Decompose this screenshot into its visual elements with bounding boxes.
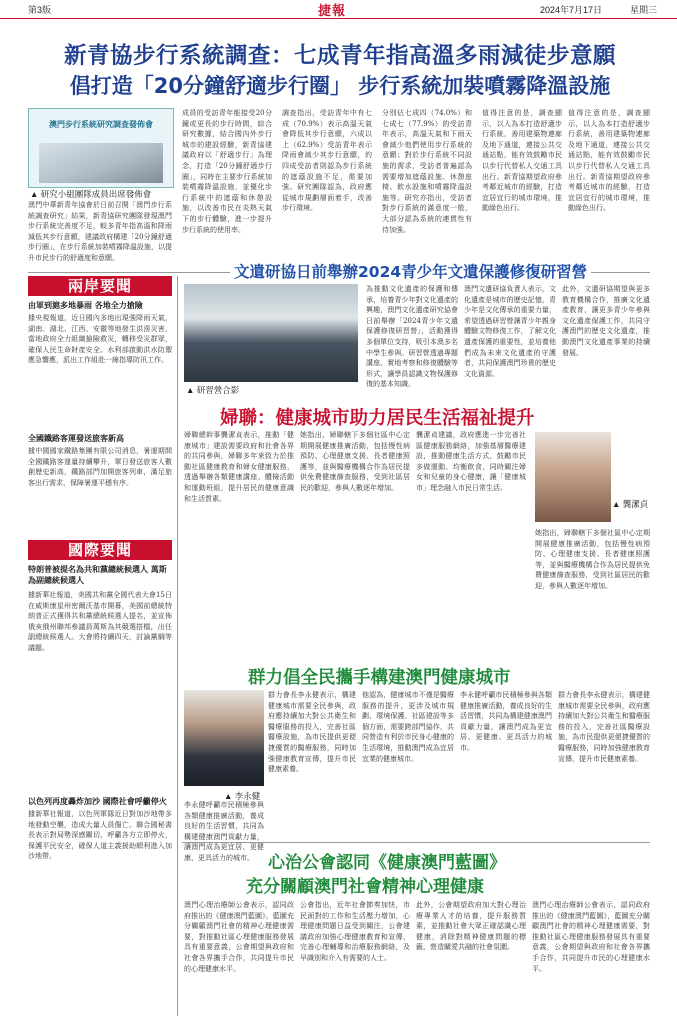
column-divider bbox=[177, 276, 178, 1016]
story1-column-3: 調查指出，受訪青年中有七成（70.9%）表示高溫天氣會降低其步行意願，六成以上（62.9%）受訪青年表示降雨會減少其步行意願，約四成受訪者則認為步行系統的遮蔭設施不足，需要加強。研究團隊認為，政府應從城市規劃層面着手，改善步行環境。 bbox=[282, 109, 372, 213]
story1-column-5: 值得注意的是，調查顯示，以人為本打造舒適步行系統，善用建築物連廊及地下通道，連接公共交通站點，能有效鼓勵市民以步行代替私人交通工具出行。新青協期望政府參考鄰近城市的經驗，打造宜居宜行的城市環境，推動綠色出行。 bbox=[482, 109, 562, 213]
poster-title: 澳門步行系統研究調查發佈會 bbox=[49, 120, 153, 129]
gong-jiezhen-portrait bbox=[535, 432, 611, 522]
story2-title: 文遺研協日前舉辦2024青少年文遺保護修復研習營 bbox=[230, 260, 591, 282]
story1-column-4: 分別佔七成四（74.0%）和七成七（77.9%）的受訪青年表示，高溫天氣和下雨天會減少他們使用步行系統的意願；對於步行系統不同設施的需求，受訪者普遍認為需要增加遮蔭設施、休憩座椅、飲水設施和噴霧降溫設施等。研究亦指出，受訪者對步行系統的滿意度一般，大部分認為系統的連貫性有待加強。 bbox=[382, 109, 472, 234]
page-header bbox=[0, 0, 677, 19]
sidebar-subhead-2: 全國鐵路客運發送旅客新高 bbox=[28, 434, 124, 443]
section-cross-strait-news: 兩岸要聞 bbox=[28, 276, 172, 296]
story1-column-2: 成員的受訪青年能接受20分鐘或更長的步行時間，綜合研究數據，結合國內外步行城市的建設經驗，新青協建議政府以「舒適步行」為理念，打造「20分鐘舒適步行圈」，同時在主要步行系統加裝噴霧降溫設施，並優化步行系統中的遮蔭和休憩設施，以改善市民在炎熱天氣下的步行體驗，進一步提升步行系統的使用率。 bbox=[182, 109, 272, 234]
story4-column-1: 群力會長李永健表示，構建健康城市需要全民參與，政府應持續加大對公共衛生和醫療服務的投入，完善社區醫療設施，為市民提供更便捷優質的醫療服務，同時加強健康教育宣傳，提升市民健康素養。 bbox=[268, 691, 356, 774]
sidebar-text-3: 據新華社報道，美國共和黨全國代表大會15日在威斯康星州密爾沃基市開幕，美國前總統特朗普正式獲得共和黨總統候選人提名，並宣佈俄亥俄州聯邦參議員萬斯為其競選搭檔，出任副總統候選人。大會將持續四天，討論黨綱等議題。 bbox=[28, 591, 172, 652]
sidebar-text-2: 據中國國家鐵路集團有限公司消息，暑運期間全國鐵路客運量持續攀升，單日發送旅客人數創歷史新高，鐵路部門加開旅客列車，滿足旅客出行需求，保障暑運平穩有序。 bbox=[28, 447, 172, 487]
story1-column-1: 澳門中華新青年協會於日前召開「澳門步行系統調查研究」結果，新青協研究團隊發現澳門步行系統完善度不足，較多青年指高溫和降雨減低其步行意願，建議政府構建「20分鐘舒適步行圈」，在步行系統加裝噴霧降溫設施，以提升市民步行的舒適度和意願。 bbox=[28, 201, 172, 262]
speakers-figure bbox=[39, 143, 163, 183]
story2-column-3: 此外，文遺研協期望與更多教育機構合作，推廣文化遺產教育，讓更多青少年參與文化遺產保護工作，共同守護澳門的歷史文化遺產，推動澳門文化遺產事業的持續發展。 bbox=[562, 285, 650, 357]
story5-column-2: 公會指出，近年社會節奏加快，市民面對的工作和生活壓力增加，心理健康問題日益受到關注，公會建議政府加強心理健康教育和宣傳，完善心理輔導和治療服務網絡，及早識別和介入有需要的人士。 bbox=[300, 901, 410, 962]
sidebar-text-1: 據央視報道，近日國內多地出現強降雨天氣，湖南、湖北、江西、安徽等地發生洪澇災害，當地政府全力組織搶險救災，轉移受災群眾，確保人民生命財產安全。水利部啟動洪水防禦應急響應，派出工作組赴一線指導防汛工作。 bbox=[28, 314, 172, 365]
page-number: 第3版 bbox=[28, 5, 52, 15]
story4-column-2: 他認為，健康城市不僅是醫療服務的提升，更涉及城市規劃、環境保護、社區建設等多個方面，需要跨部門協作，共同營造有利於市民身心健康的生活環境，推動澳門成為宜居宜業的健康城市。 bbox=[362, 691, 454, 763]
story5-column-3: 此外，公會期望政府加大對心理治療專業人才的培養，提升服務質素，並推動社會大眾正確認識心理健康，消除對精神健康問題的標籤，營造關愛共融的社會氛圍。 bbox=[416, 901, 526, 952]
sidebar-subhead-3: 特朗普被提名為共和黨總統候選人 萬斯為副總統候選人 bbox=[28, 565, 167, 585]
story4-column-4: 群力會長李永健表示，構建健康城市需要全民參與，政府應持續加大對公共衛生和醫療服務的投入，完善社區醫療設施，為市民提供更便捷優質的醫療服務，同時加強健康教育宣傳，提升市民健康素養。 bbox=[558, 691, 650, 763]
press-conference-photo bbox=[28, 108, 174, 188]
photo-caption: ▲ 研究小組團隊成員出席發佈會 bbox=[30, 189, 152, 199]
sidebar-text-4: 據新華社報道，以色列軍隊近日對加沙地帶多地發動空襲，造成大量人員傷亡。聯合國秘書長表示對局勢深感關切，呼籲各方立即停火，保護平民安全，確保人道主義援助順利進入加沙地帶。 bbox=[28, 810, 172, 861]
li-yongjian-portrait bbox=[184, 690, 264, 786]
story4-column-5: 李永健呼籲市民積極參與各類健康推廣活動，養成良好的生活習慣，共同為構建健康澳門貢獻力量，讓澳門成為更宜居、更健康、更具活力的城市。 bbox=[184, 801, 264, 862]
portrait-caption-2: ▲ 李永健 bbox=[224, 791, 261, 801]
story5-column-4: 澳門心理治療師公會表示，認同政府推出的《健康澳門藍圖》，藍圖充分關顧澳門社會的精神心理健康需要，對推動社區心理健康服務發展具有重要意義，公會期望與政府和社會各界攜手合作，共同提升市民的心理健康水平。 bbox=[532, 901, 650, 973]
issue-date: 2024年7月17日 bbox=[540, 5, 603, 15]
story3-column-1: 婦聯總幹事龔潔貞表示，推動「健康城市」建設需要政府和社會各界的共同參與，婦聯多年來致力於推動社區健康教育和婦女健康服務，透過舉辦各類健康講座、體檢活動和運動班組，提升居民的健康意識和生活質素。 bbox=[184, 431, 294, 503]
story5-title-1: 心治公會認同《健康澳門藍圖》 bbox=[268, 853, 506, 873]
newspaper-logo: 捷報 bbox=[318, 4, 347, 19]
workshop-photo-caption: ▲ 研習營合影 bbox=[186, 385, 240, 395]
portrait-caption-1: ▲ 龔潔貞 bbox=[612, 499, 649, 509]
story3-column-3: 龔潔貞建議，政府應進一步完善社區健康服務網絡，加強基層醫療建設，推動健康生活方式，鼓勵市民多做運動、均衡飲食，同時關注婦女和兒童的身心健康，讓「健康城市」理念融入市民日常生活。 bbox=[416, 431, 526, 492]
story4-title: 群力倡全民攜手構建澳門健康城市 bbox=[248, 668, 511, 688]
story5-column-1: 澳門心理治療師公會表示，認同政府推出的《健康澳門藍圖》，藍圖充分關顧澳門社會的精神心理健康需要，對推動社區心理健康服務發展具有重要意義，公會期望與政府和社會各界攜手合作，共同提升市民的心理健康水平。 bbox=[184, 901, 294, 973]
sidebar-subhead-4: 以色列再度轟炸加沙 國際社會呼籲停火 bbox=[28, 797, 167, 806]
main-headline: 新青協步行系統調查：七成青年指高溫多雨減徒步意願 bbox=[63, 43, 616, 69]
section-international-news: 國際要聞 bbox=[28, 540, 172, 560]
main-subheadline: 倡打造「20分鐘舒適步行圈」 步行系統加裝噴霧降溫設施 bbox=[69, 74, 611, 98]
story3-column-2: 她指出，婦聯轄下多個社區中心定期開展健康推廣活動，包括慢性病預防、心理健康支援、長者健康照護等，並與醫療機構合作為居民提供免費健康篩查服務，受到社區居民的歡迎，參與人數逐年增加。 bbox=[300, 431, 410, 492]
story4-column-3: 李永健呼籲市民積極參與各類健康推廣活動，養成良好的生活習慣，共同為構建健康澳門貢獻力量，讓澳門成為更宜居、更健康、更具活力的城市。 bbox=[460, 691, 552, 752]
story2-column-1: 為推動文化遺產的保護和傳承，培養青少年對文化遺產的興趣，澳門文化遺產研究協會日前舉辦「2024青少年文遺保護修復研習營」，活動獲得多個單位支持，吸引本澳多名中學生參與。研習營透過專題講座、實地考察和修復體驗等形式，讓學員認識文物保護修復的基本知識。 bbox=[366, 285, 458, 389]
story1-column-6: 值得注意的是，調查顯示，以人為本打造舒適步行系統，善用建築物連廊及地下通道，連接公共交通站點，能有效鼓勵市民以步行代替私人交通工具出行。新青協期望政府參考鄰近城市的經驗，打造宜居宜行的城市環境，推動綠色出行。 bbox=[568, 109, 650, 213]
story3-column-4: 她指出，婦聯轄下多個社區中心定期開展健康推廣活動，包括慢性病預防、心理健康支援、長者健康照護等，並與醫療機構合作為居民提供免費健康篩查服務，受到社區居民的歡迎，參與人數逐年增加。 bbox=[535, 529, 650, 590]
workshop-group-photo bbox=[184, 284, 358, 382]
story3-title: 婦聯：健康城市助力居民生活福祉提升 bbox=[220, 408, 535, 429]
sidebar-subhead-1: 由軍到滬多地暴雨 各地全力搶險 bbox=[28, 301, 143, 310]
story5-title-2: 充分關顧澳門社會精神心理健康 bbox=[246, 877, 484, 897]
story2-column-2: 澳門文遺研協負責人表示，文化遺產是城市的歷史記憶，青少年是文化傳承的重要力量，希望透過研習營讓青少年親身體驗文物修復工作，了解文化遺產保護的重要性，並培養他們成為未來文化遺產的守護者，共同保護澳門珍貴的歷史文化資源。 bbox=[464, 285, 556, 378]
issue-weekday: 星期三 bbox=[630, 5, 658, 15]
section-divider-2 bbox=[182, 842, 650, 843]
